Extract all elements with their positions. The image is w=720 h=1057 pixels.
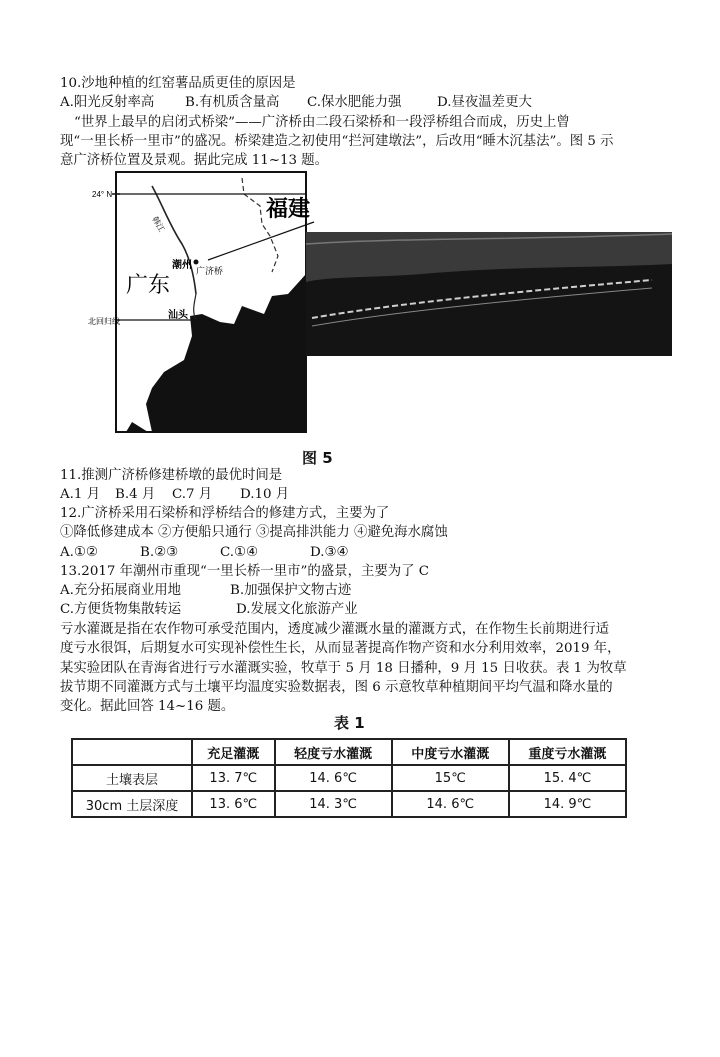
- table-header-row: [72, 739, 626, 765]
- guangdong-label: 广东: [126, 273, 171, 298]
- table-cell: 13. 7℃: [192, 765, 275, 791]
- q10-option-c: C.保水肥能力强: [307, 95, 402, 110]
- figure-caption: 图 5: [302, 449, 333, 467]
- table-row: [72, 791, 626, 817]
- shantou-label: 汕头: [168, 310, 188, 321]
- q13-option-d: D.发展文化旅游产业: [236, 602, 358, 617]
- intro2-line: 度亏水很饵，后期复水可实现补偿性生长，从而显著提高作物产资和水分利用效率，2019 年，: [60, 641, 621, 656]
- q10-option-d: D.昼夜温差更大: [437, 95, 532, 110]
- q13-options-row2: [60, 600, 358, 619]
- table-cell: 14. 6℃: [392, 791, 509, 817]
- q12-options: [60, 543, 349, 562]
- table-cell: 13. 6℃: [192, 791, 275, 817]
- q10-stem: 10.沙地种植的红窑薯品质更佳的原因是: [60, 76, 296, 91]
- bridge-label: 广济桥: [196, 267, 224, 277]
- fujian-label: 福建: [266, 197, 311, 222]
- q10-option-a: A.阳光反射率高: [60, 95, 155, 110]
- intro1-line: 现“一里长桥一里市”的盛况。桥梁建造之初使用“拦河建墩法”，后改用“睡木沉基法”。图 5 示: [60, 134, 614, 149]
- q10-options: [60, 93, 532, 112]
- q12-choices: ①降低修建成本 ②方便船只通行 ③提高排洪能力 ④避免海水腐蚀: [60, 525, 448, 540]
- table-cell: 14. 3℃: [275, 791, 392, 817]
- q10-option-b: B.有机质含量高: [185, 95, 280, 110]
- table-cell: 14. 9℃: [509, 791, 626, 817]
- q11-options: [60, 485, 289, 504]
- table-header-cell: 充足灌溉: [192, 739, 275, 765]
- figure-5: [88, 164, 672, 432]
- q13-option-b: B.加强保护文物古迹: [230, 583, 352, 598]
- table-header-cell: 轻度亏水灌溉: [275, 739, 392, 765]
- river-label: 韩江: [150, 215, 167, 234]
- q13-stem: 13.2017 年潮州市重现“一里长桥一里市”的盛景，主要为了 C: [60, 564, 430, 579]
- data-table: [71, 738, 627, 818]
- q13-option-a: A.充分拓展商业用地: [60, 583, 182, 598]
- q11-option-c: C.7 月: [172, 487, 213, 502]
- q12-option-d: D.③④: [310, 545, 349, 560]
- table-cell: 14. 6℃: [275, 765, 392, 791]
- q11-option-d: D.10 月: [240, 487, 290, 502]
- table-header-cell: [72, 739, 192, 765]
- table-header-cell: 重度亏水灌溉: [509, 739, 626, 765]
- table-cell: 15℃: [392, 765, 509, 791]
- q12-stem: 12.广济桥采用石梁桥和浮桥结合的修建方式，主要为了: [60, 506, 390, 521]
- intro1-line: 意广济桥位置及景观。据此完成 11~13 题。: [60, 153, 329, 168]
- q11-stem: 11.推测广济桥修建桥墩的最优时间是: [60, 468, 283, 483]
- q12-option-c: C.①④: [220, 545, 259, 560]
- intro1-line: “世界上最早的启闭式桥梁”——广济桥由二段石梁桥和一段浮桥组合而成，历史上曾: [74, 115, 570, 130]
- table-header-cell: 中度亏水灌溉: [392, 739, 509, 765]
- chaozhou-label: 潮州: [172, 260, 192, 271]
- intro2-line: 变化。据此回答 14~16 题。: [60, 699, 235, 714]
- q13-options-row1: [60, 581, 351, 600]
- q13-option-c: C.方便货物集散转运: [60, 602, 182, 617]
- bridge-photo: [306, 232, 672, 356]
- q12-option-b: B.②③: [140, 545, 179, 560]
- intro2-line: 拔节期不同灌溉方式与土壤平均温度实验数据表，图 6 示意牧草种植期间平均气温和降水量的: [60, 680, 613, 695]
- table-row-label: 30cm 土层深度: [72, 791, 192, 817]
- table-row-label: 土壤表层: [72, 765, 192, 791]
- q11-option-b: B.4 月: [115, 487, 156, 502]
- tropic-label: 北回归线: [88, 317, 120, 326]
- table-row: [72, 765, 626, 791]
- q12-option-a: A.①②: [60, 545, 98, 560]
- intro2-line: 亏水灌溉是指在农作物可承受范围内，透度减少灌溉水量的灌溉方式，在作物生长前期进行适: [60, 622, 610, 637]
- table-cell: 15. 4℃: [509, 765, 626, 791]
- q11-option-a: A.1 月: [60, 487, 101, 502]
- table-caption: 表 1: [334, 714, 365, 732]
- intro2-line: 某实验团队在青海省进行亏水灌溉实验，牧草于 5 月 18 日播种，9 月 15 日收获。表 1 为牧草: [60, 661, 627, 676]
- lat-label: 24° N: [92, 190, 113, 199]
- location-map: [88, 172, 314, 432]
